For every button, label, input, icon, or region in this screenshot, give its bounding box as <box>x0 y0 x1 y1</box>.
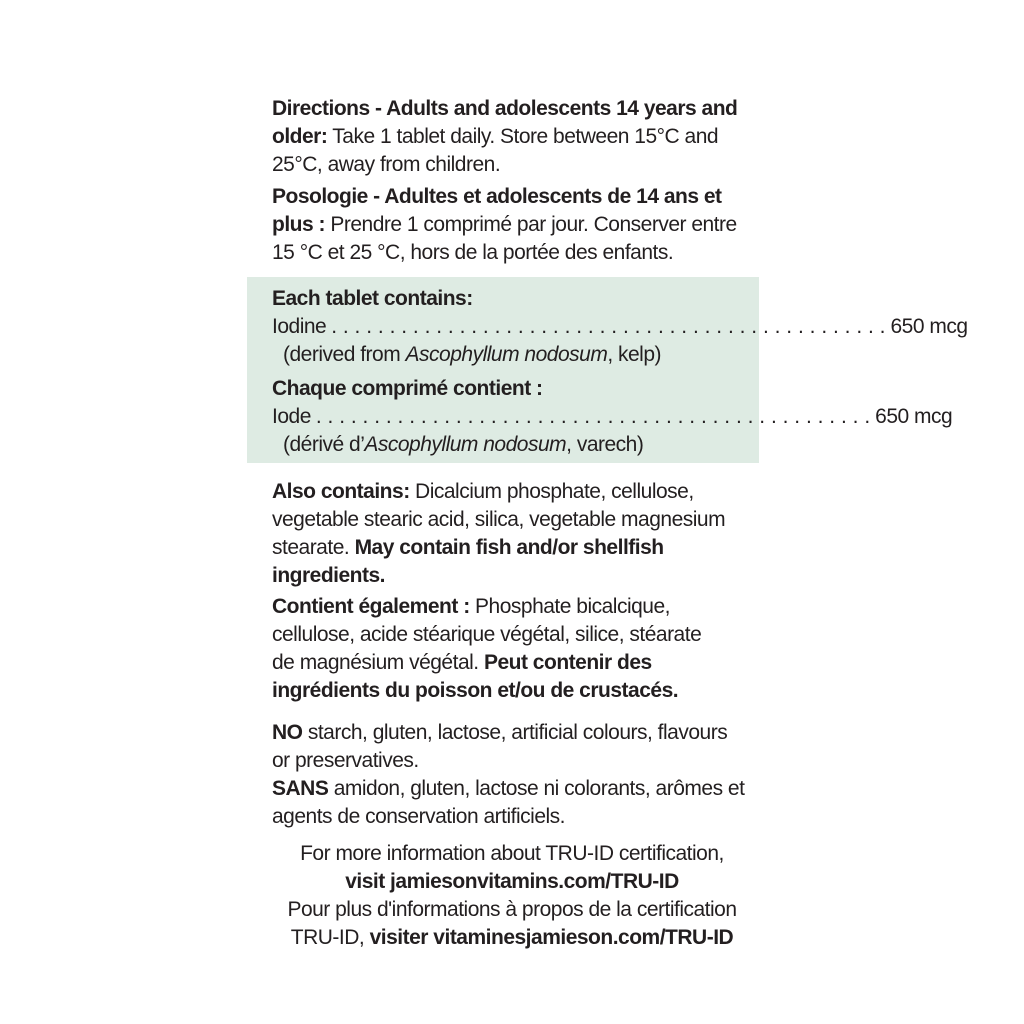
text-segment: visit jamiesonvitamins.com/TRU-ID <box>345 870 679 893</box>
text-segment: 25°C, away from children. <box>272 153 501 176</box>
text-line <box>0 896 1024 924</box>
text-segment: NO <box>272 721 303 744</box>
text-segment: or preservatives. <box>272 749 419 772</box>
text-segment: ingredients. <box>272 564 386 587</box>
text-line <box>272 151 737 179</box>
text-line <box>272 649 701 677</box>
text-line <box>272 562 725 590</box>
iode-row <box>272 403 953 431</box>
text-line <box>272 478 725 506</box>
text-segment: vegetable stearic acid, silica, vegetable magnesium <box>272 508 726 531</box>
text-line <box>272 239 737 267</box>
text-segment: (derived from <box>283 343 406 366</box>
ingredient-amount-en: 650 mcg <box>890 315 968 338</box>
text-segment: cellulose, acide stéarique végétal, silice, stéarate <box>272 623 702 646</box>
text-segment: agents de conservation artificiels. <box>272 805 565 828</box>
text-segment: SANS <box>272 777 329 800</box>
text-segment: Ascophyllum nodosum <box>364 433 567 456</box>
text-segment: (dérivé d’ <box>283 433 365 456</box>
text-segment: stearate. <box>272 536 355 559</box>
text-line <box>272 506 725 534</box>
text-segment: older: <box>272 125 328 148</box>
text-line <box>272 95 737 123</box>
text-segment: Pour plus d'informations à propos de la certification <box>287 898 737 921</box>
text-line <box>272 534 725 562</box>
text-segment: Also contains: <box>272 480 410 503</box>
text-line <box>283 431 732 459</box>
sans-additives-paragraph-fr <box>272 775 744 831</box>
contient-egalement-paragraph-fr <box>272 593 701 705</box>
text-segment: For more information about TRU-ID certification, <box>300 842 724 865</box>
dot-leader: . . . . . . . . . . . . . . . . . . . . . . . . . . . . . . . . . . . . . . . . . . . . . . . . <box>331 315 886 338</box>
ingredient-amount-fr: 650 mcg <box>875 405 953 428</box>
text-segment: May contain fish and/or shellfish <box>354 536 664 559</box>
text-line <box>0 868 1024 896</box>
ingredient-name-en: Iodine <box>272 315 327 338</box>
text-line <box>272 775 744 803</box>
text-segment: visiter vitaminesjamieson.com/TRU-ID <box>369 926 734 949</box>
directions-en-paragraph <box>272 95 737 179</box>
iodine-source-note-en <box>272 341 732 369</box>
text-segment: Prendre 1 comprimé par jour. Conserver entre <box>325 213 737 236</box>
text-line <box>272 677 701 705</box>
text-line <box>272 719 727 747</box>
text-segment: Ascophyllum nodosum <box>405 343 608 366</box>
medicinal-ingredients-box <box>247 277 968 463</box>
text-line <box>272 123 737 151</box>
also-contains-paragraph-en <box>272 478 725 590</box>
text-line <box>283 341 732 369</box>
iode-source-note-fr <box>272 431 732 459</box>
text-segment: Take 1 tablet daily. Store between 15°C and <box>327 125 719 148</box>
text-segment: Directions - Adults and adolescents 14 years and <box>272 97 738 120</box>
text-segment: Phosphate bicalcique, <box>469 595 670 618</box>
text-line <box>0 924 1024 952</box>
tru-id-certification-footer <box>0 840 1024 952</box>
text-segment: Dicalcium phosphate, cellulose, <box>409 480 694 503</box>
text-line <box>272 621 701 649</box>
text-line <box>0 840 1024 868</box>
text-segment: ingrédients du poisson et/ou de crustacés. <box>272 679 679 702</box>
text-segment: , kelp) <box>607 343 662 366</box>
text-line <box>272 803 744 831</box>
text-segment: amidon, gluten, lactose ni colorants, arômes et <box>328 777 745 800</box>
iodine-row <box>272 313 968 341</box>
dot-leader: . . . . . . . . . . . . . . . . . . . . . . . . . . . . . . . . . . . . . . . . . . . . . . . . <box>315 405 871 428</box>
text-segment: Contient également : <box>272 595 470 618</box>
no-additives-paragraph-en <box>272 719 727 775</box>
chaque-comprime-heading: Chaque comprimé contient : <box>272 377 543 400</box>
text-line <box>272 747 727 775</box>
text-segment: Peut contenir des <box>483 651 652 674</box>
text-segment: plus : <box>272 213 325 236</box>
directions-fr-paragraph <box>272 183 737 267</box>
text-segment: de magnésium végétal. <box>272 651 484 674</box>
each-tablet-contains-heading: Each tablet contains: <box>272 287 473 310</box>
text-line <box>272 211 737 239</box>
ingredient-name-fr: Iode <box>272 405 311 428</box>
text-line <box>272 593 701 621</box>
text-segment: , varech) <box>566 433 644 456</box>
text-segment: TRU-ID, <box>290 926 370 949</box>
text-segment: starch, gluten, lactose, artificial colours, flavours <box>302 721 728 744</box>
text-segment: 15 °C et 25 °C, hors de la portée des enfants. <box>272 241 674 264</box>
text-line <box>272 183 737 211</box>
text-segment: Posologie - Adultes et adolescents de 14 ans et <box>272 185 722 208</box>
